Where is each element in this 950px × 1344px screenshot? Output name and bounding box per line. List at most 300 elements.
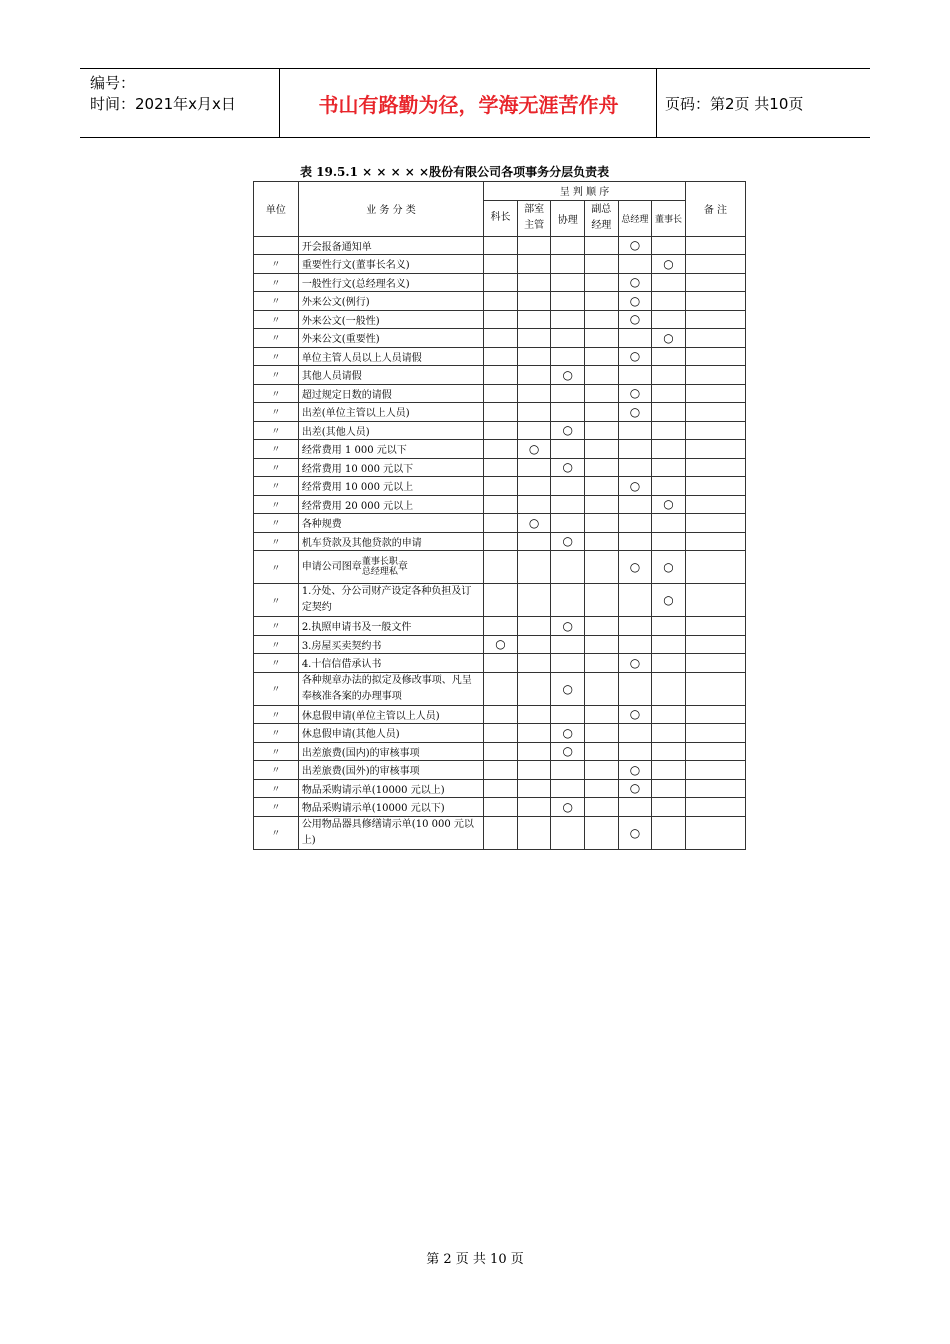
remark-cell: [685, 798, 745, 817]
mark-cell: [585, 635, 619, 654]
mark-cell: [618, 440, 652, 459]
category-cell: 经常费用 10 000 元以下: [298, 458, 483, 477]
mark-cell: [652, 654, 686, 673]
mark-cell: [517, 458, 551, 477]
remark-cell: [685, 421, 745, 440]
mark-cell: [652, 798, 686, 817]
category-cell: 开会报备通知单: [298, 236, 483, 255]
unit-cell: 〃: [254, 742, 299, 761]
mark-cell: [618, 672, 652, 705]
mark-cell: [484, 761, 518, 780]
remark-cell: [685, 477, 745, 496]
mark-cell: [551, 236, 585, 255]
remark-cell: [685, 584, 745, 617]
mark-cell: [551, 255, 585, 274]
mark-cell: [618, 366, 652, 385]
mark-cell: [585, 816, 619, 849]
mark-cell: [585, 366, 619, 385]
mark-cell: [551, 477, 585, 496]
mark-cell: [484, 329, 518, 348]
page-header: [80, 68, 870, 138]
table-row: [254, 654, 746, 673]
mark-cell: ○: [551, 798, 585, 817]
seal-top: 董事长职: [361, 557, 398, 567]
table-caption: 表 19.5.1 × × × × ×股份有限公司各项事务分层负责表: [300, 165, 610, 179]
mark-cell: [517, 724, 551, 743]
category-cell: 外来公文(例行): [298, 292, 483, 311]
unit-cell: 〃: [254, 816, 299, 849]
mark-cell: [551, 761, 585, 780]
mark-cell: [517, 292, 551, 311]
seal-bottom: 总经理私: [361, 567, 398, 577]
mark-cell: [517, 384, 551, 403]
mark-cell: ○: [517, 440, 551, 459]
remark-cell: [685, 310, 745, 329]
mark-cell: [484, 310, 518, 329]
mark-cell: [517, 742, 551, 761]
table-row: [254, 816, 746, 849]
remark-cell: [685, 724, 745, 743]
unit-cell: 〃: [254, 672, 299, 705]
mark-cell: ○: [618, 384, 652, 403]
mark-cell: [585, 495, 619, 514]
mark-cell: [652, 236, 686, 255]
mark-cell: ○: [618, 761, 652, 780]
mark-cell: [585, 532, 619, 551]
category-cell: 外来公文(重要性): [298, 329, 483, 348]
category-cell: [298, 551, 483, 584]
mark-cell: [585, 584, 619, 617]
table-row: [254, 273, 746, 292]
category-cell: 经常费用 1 000 元以下: [298, 440, 483, 459]
remark-cell: [685, 672, 745, 705]
mark-cell: [484, 779, 518, 798]
unit-cell: 〃: [254, 617, 299, 636]
category-cell: 3.房屋买卖契约书: [298, 635, 483, 654]
remark-cell: [685, 705, 745, 724]
mark-cell: [585, 672, 619, 705]
mark-cell: [484, 672, 518, 705]
mark-cell: [517, 816, 551, 849]
mark-cell: [484, 705, 518, 724]
unit-cell: 〃: [254, 421, 299, 440]
mark-cell: [484, 798, 518, 817]
mark-cell: ○: [652, 329, 686, 348]
remark-cell: [685, 440, 745, 459]
table-row: [254, 798, 746, 817]
mark-cell: ○: [551, 421, 585, 440]
mark-cell: [484, 724, 518, 743]
table-row: [254, 532, 746, 551]
remark-cell: [685, 495, 745, 514]
mark-cell: ○: [551, 458, 585, 477]
mark-cell: [585, 742, 619, 761]
mark-cell: [652, 273, 686, 292]
mark-cell: [484, 514, 518, 533]
mark-cell: ○: [618, 779, 652, 798]
mark-cell: [517, 584, 551, 617]
mark-cell: ○: [618, 292, 652, 311]
remark-cell: [685, 617, 745, 636]
mark-cell: ○: [618, 477, 652, 496]
mark-cell: [551, 584, 585, 617]
mark-cell: [652, 347, 686, 366]
table-row: [254, 310, 746, 329]
mark-cell: [517, 705, 551, 724]
mark-cell: [484, 551, 518, 584]
table-row: [254, 477, 746, 496]
remark-cell: [685, 255, 745, 274]
mark-cell: [618, 495, 652, 514]
mark-cell: [652, 514, 686, 533]
mark-cell: ○: [618, 705, 652, 724]
remark-cell: [685, 384, 745, 403]
mark-cell: ○: [618, 816, 652, 849]
table-row: [254, 761, 746, 780]
mark-cell: ○: [652, 495, 686, 514]
mark-cell: [585, 292, 619, 311]
mark-cell: [585, 779, 619, 798]
mark-cell: [551, 273, 585, 292]
mark-cell: [484, 458, 518, 477]
mark-cell: [652, 366, 686, 385]
mark-cell: [551, 654, 585, 673]
table-row: [254, 742, 746, 761]
remark-cell: [685, 292, 745, 311]
mark-cell: [585, 798, 619, 817]
table-row: [254, 236, 746, 255]
col-header: 总经理: [618, 200, 652, 236]
mark-cell: [551, 310, 585, 329]
mark-cell: ○: [551, 672, 585, 705]
remark-cell: [685, 654, 745, 673]
mark-cell: [652, 705, 686, 724]
mark-cell: [652, 440, 686, 459]
mark-cell: [585, 705, 619, 724]
mark-cell: ○: [618, 236, 652, 255]
remark-cell: [685, 551, 745, 584]
category-cell: 出差旅费(国内)的审核事项: [298, 742, 483, 761]
remark-cell: [685, 742, 745, 761]
responsibility-table: [253, 181, 746, 850]
seal-suffix: 章: [397, 561, 408, 573]
category-cell: 超过规定日数的请假: [298, 384, 483, 403]
time-label: 时间：2021年x月x日: [90, 95, 236, 113]
mark-cell: [585, 617, 619, 636]
mark-cell: [484, 816, 518, 849]
category-cell: 经常费用 10 000 元以上: [298, 477, 483, 496]
mark-cell: [484, 366, 518, 385]
page-footer: 第 2 页 共 10 页: [426, 1252, 524, 1267]
mark-cell: [618, 421, 652, 440]
table-row: [254, 329, 746, 348]
table-row: [254, 421, 746, 440]
category-cell: 物品采购请示单(10000 元以上): [298, 779, 483, 798]
mark-cell: ○: [652, 255, 686, 274]
mark-cell: ○: [618, 654, 652, 673]
mark-cell: [517, 236, 551, 255]
unit-header: 单位: [254, 182, 299, 237]
remark-cell: [685, 458, 745, 477]
header-meta: [80, 69, 280, 137]
mark-cell: ○: [551, 532, 585, 551]
remark-cell: [685, 403, 745, 422]
mark-cell: [484, 236, 518, 255]
mark-cell: [517, 779, 551, 798]
mark-cell: [517, 347, 551, 366]
mark-cell: [652, 421, 686, 440]
mark-cell: [484, 742, 518, 761]
unit-cell: 〃: [254, 384, 299, 403]
category-cell: 各种规章办法的拟定及修改事项、凡呈奉核准各案的办理事项: [298, 672, 483, 705]
mark-cell: [585, 654, 619, 673]
mark-cell: ○: [618, 403, 652, 422]
remark-cell: [685, 236, 745, 255]
mark-cell: [484, 617, 518, 636]
category-cell: 外来公文(一般性): [298, 310, 483, 329]
mark-cell: [517, 798, 551, 817]
table-row: [254, 366, 746, 385]
category-cell: 重要性行文(董事长名义): [298, 255, 483, 274]
unit-cell: 〃: [254, 458, 299, 477]
unit-cell: 〃: [254, 532, 299, 551]
mark-cell: ○: [618, 347, 652, 366]
mark-cell: [551, 551, 585, 584]
mark-cell: [484, 654, 518, 673]
mark-cell: [652, 635, 686, 654]
category-cell: 2.执照申请书及一般文件: [298, 617, 483, 636]
mark-cell: [585, 273, 619, 292]
mark-cell: [585, 477, 619, 496]
mark-cell: [652, 742, 686, 761]
mark-cell: ○: [551, 366, 585, 385]
mark-cell: [517, 551, 551, 584]
unit-cell: 〃: [254, 347, 299, 366]
col-header: 科长: [484, 200, 518, 236]
table-row: [254, 724, 746, 743]
order-header: 呈 判 顺 序: [484, 182, 686, 201]
category-cell: 出差(其他人员): [298, 421, 483, 440]
category-cell: 物品采购请示单(10000 元以下): [298, 798, 483, 817]
mark-cell: [618, 514, 652, 533]
mark-cell: [652, 672, 686, 705]
mark-cell: [517, 654, 551, 673]
mark-cell: [652, 761, 686, 780]
mark-cell: [484, 255, 518, 274]
remark-cell: [685, 779, 745, 798]
table-row: [254, 292, 746, 311]
unit-cell: 〃: [254, 551, 299, 584]
unit-cell: 〃: [254, 705, 299, 724]
mark-cell: [652, 310, 686, 329]
unit-cell: 〃: [254, 495, 299, 514]
mark-cell: [551, 816, 585, 849]
category-cell: 一般性行文(总经理名义): [298, 273, 483, 292]
table-row: [254, 617, 746, 636]
mark-cell: [517, 495, 551, 514]
unit-cell: 〃: [254, 292, 299, 311]
category-cell: 经常费用 20 000 元以上: [298, 495, 483, 514]
mark-cell: [618, 255, 652, 274]
page-label: 页码：第2页 共10页: [665, 94, 804, 113]
category-cell: 休息假申请(其他人员): [298, 724, 483, 743]
table-row: [254, 635, 746, 654]
mark-cell: [517, 477, 551, 496]
category-cell: 单位主管人员以上人员请假: [298, 347, 483, 366]
mark-cell: [618, 724, 652, 743]
mark-cell: [551, 495, 585, 514]
mark-cell: [551, 635, 585, 654]
unit-cell: 〃: [254, 654, 299, 673]
table-row: [254, 347, 746, 366]
mark-cell: [551, 705, 585, 724]
unit-cell: [254, 236, 299, 255]
unit-cell: 〃: [254, 798, 299, 817]
mark-cell: [585, 384, 619, 403]
mark-cell: [585, 347, 619, 366]
mark-cell: [618, 617, 652, 636]
remark-cell: [685, 635, 745, 654]
seal-stack: [362, 557, 398, 577]
mark-cell: [585, 551, 619, 584]
mark-cell: [517, 761, 551, 780]
mark-cell: [618, 742, 652, 761]
category-cell: 机车贷款及其他贷款的申请: [298, 532, 483, 551]
mark-cell: [652, 477, 686, 496]
table-row: [254, 384, 746, 403]
mark-cell: [551, 514, 585, 533]
mark-cell: [652, 403, 686, 422]
mark-cell: ○: [551, 724, 585, 743]
remark-cell: [685, 514, 745, 533]
col-header: 协理: [551, 200, 585, 236]
mark-cell: [484, 403, 518, 422]
mark-cell: [484, 292, 518, 311]
category-header: 业 务 分 类: [298, 182, 483, 237]
mark-cell: [484, 384, 518, 403]
remark-cell: [685, 761, 745, 780]
mark-cell: [484, 273, 518, 292]
mark-cell: [585, 761, 619, 780]
mark-cell: [517, 329, 551, 348]
mark-cell: [484, 421, 518, 440]
mark-cell: ○: [618, 310, 652, 329]
mark-cell: [551, 440, 585, 459]
table-row: [254, 458, 746, 477]
unit-cell: 〃: [254, 329, 299, 348]
category-cell: 4.十信信借承认书: [298, 654, 483, 673]
table-row: [254, 255, 746, 274]
table-row: [254, 779, 746, 798]
table-row: [254, 495, 746, 514]
mark-cell: [551, 779, 585, 798]
mark-cell: [652, 384, 686, 403]
category-cell: 各种规费: [298, 514, 483, 533]
table-row: [254, 672, 746, 705]
mark-cell: ○: [618, 273, 652, 292]
mark-cell: [484, 584, 518, 617]
mark-cell: [618, 532, 652, 551]
unit-cell: 〃: [254, 403, 299, 422]
col-header: 副总经理: [585, 200, 619, 236]
table-row: [254, 705, 746, 724]
mark-cell: [551, 329, 585, 348]
table-row: [254, 403, 746, 422]
remark-cell: [685, 273, 745, 292]
mark-cell: [585, 310, 619, 329]
mark-cell: [652, 458, 686, 477]
mark-cell: [551, 347, 585, 366]
unit-cell: 〃: [254, 366, 299, 385]
mark-cell: [517, 255, 551, 274]
remark-cell: [685, 532, 745, 551]
table-row: [254, 551, 746, 584]
mark-cell: [585, 724, 619, 743]
mark-cell: ○: [652, 551, 686, 584]
mark-cell: [551, 292, 585, 311]
mark-cell: [585, 440, 619, 459]
remark-cell: [685, 329, 745, 348]
mark-cell: [652, 724, 686, 743]
remark-header: 备 注: [685, 182, 745, 237]
mark-cell: [484, 477, 518, 496]
mark-cell: [484, 347, 518, 366]
mark-cell: [585, 255, 619, 274]
seal-prefix: 申请公司图章: [301, 561, 362, 573]
mark-cell: ○: [652, 584, 686, 617]
mark-cell: [517, 617, 551, 636]
unit-cell: 〃: [254, 724, 299, 743]
mark-cell: [551, 384, 585, 403]
mark-cell: [585, 236, 619, 255]
number-label: 编号：: [90, 74, 136, 92]
mark-cell: [517, 421, 551, 440]
col-header: 部室主管: [517, 200, 551, 236]
category-cell: 休息假申请(单位主管以上人员): [298, 705, 483, 724]
motto: 书山有路勤为径，学海无涯苦作舟: [281, 69, 657, 137]
mark-cell: [585, 458, 619, 477]
mark-cell: ○: [551, 617, 585, 636]
mark-cell: [618, 329, 652, 348]
mark-cell: [618, 635, 652, 654]
mark-cell: [517, 532, 551, 551]
table-body: [254, 236, 746, 849]
mark-cell: [652, 779, 686, 798]
category-cell: 出差(单位主管以上人员): [298, 403, 483, 422]
mark-cell: [484, 440, 518, 459]
mark-cell: [517, 672, 551, 705]
unit-cell: 〃: [254, 584, 299, 617]
remark-cell: [685, 816, 745, 849]
mark-cell: [517, 273, 551, 292]
unit-cell: 〃: [254, 514, 299, 533]
mark-cell: [585, 329, 619, 348]
mark-cell: [585, 403, 619, 422]
mark-cell: ○: [517, 514, 551, 533]
remark-cell: [685, 347, 745, 366]
mark-cell: [517, 366, 551, 385]
mark-cell: [585, 514, 619, 533]
mark-cell: [618, 458, 652, 477]
mark-cell: [551, 403, 585, 422]
mark-cell: ○: [618, 551, 652, 584]
category-cell: 1.分处、分公司财产设定各种负担及订定契约: [298, 584, 483, 617]
mark-cell: [484, 532, 518, 551]
remark-cell: [685, 366, 745, 385]
table-row: [254, 440, 746, 459]
unit-cell: 〃: [254, 273, 299, 292]
mark-cell: ○: [484, 635, 518, 654]
